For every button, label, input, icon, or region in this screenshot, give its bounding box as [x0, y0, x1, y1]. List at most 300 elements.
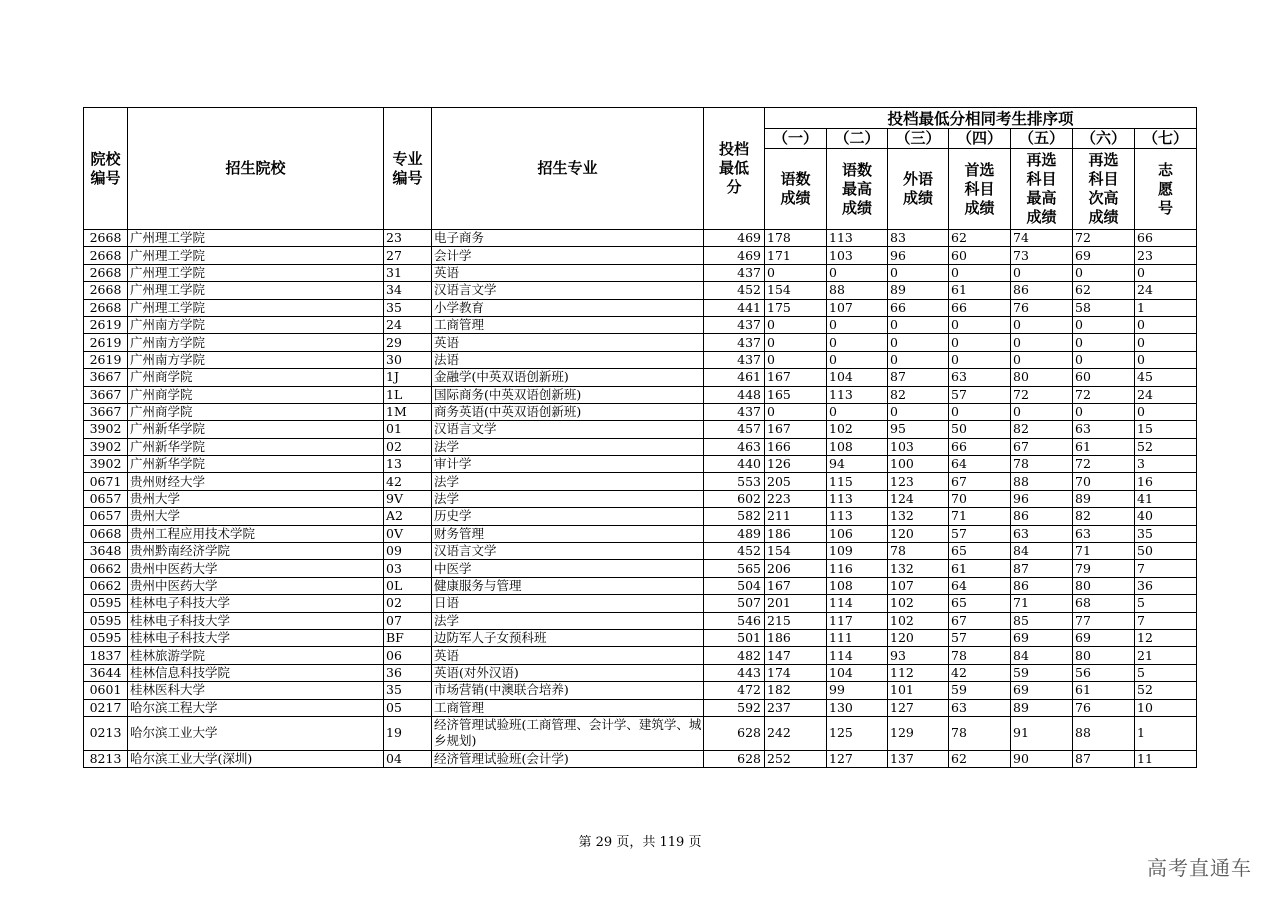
cell-first-subject: 67: [949, 612, 1011, 629]
cell-school-name: 桂林旅游学院: [128, 647, 384, 664]
cell-chinese-math-max: 94: [827, 456, 888, 473]
cell-major-name: 汉语言文学: [432, 421, 704, 438]
cell-elective-max: 86: [1011, 282, 1073, 299]
cell-preference-number: 0: [1135, 351, 1197, 368]
table-row: [84, 490, 1197, 507]
cell-min-score: 452: [704, 282, 765, 299]
cell-school-code: 0668: [84, 525, 128, 542]
footer-suffix: 页: [688, 835, 702, 850]
cell-first-subject: 0: [949, 403, 1011, 420]
cell-chinese-math: 167: [765, 421, 827, 438]
cell-preference-number: 0: [1135, 316, 1197, 333]
cell-chinese-math-max: 127: [827, 750, 888, 767]
cell-school-name: 贵州中医药大学: [128, 560, 384, 577]
cell-major-name: 汉语言文学: [432, 282, 704, 299]
cell-foreign-language: 129: [888, 716, 949, 750]
cell-chinese-math-max: 0: [827, 264, 888, 281]
cell-school-code: 2668: [84, 264, 128, 281]
cell-elective-max: 59: [1011, 664, 1073, 681]
cell-chinese-math: 242: [765, 716, 827, 750]
cell-elective-max: 71: [1011, 595, 1073, 612]
cell-chinese-math: 167: [765, 577, 827, 594]
cell-foreign-language: 78: [888, 543, 949, 560]
cell-elective-second: 62: [1073, 282, 1135, 299]
cell-school-name: 广州南方学院: [128, 334, 384, 351]
cell-min-score: 463: [704, 438, 765, 455]
cell-min-score: 592: [704, 699, 765, 716]
cell-foreign-language: 112: [888, 664, 949, 681]
cell-elective-second: 0: [1073, 403, 1135, 420]
cell-preference-number: 40: [1135, 508, 1197, 525]
cell-first-subject: 70: [949, 490, 1011, 507]
cell-first-subject: 78: [949, 716, 1011, 750]
cell-major-name: 法语: [432, 351, 704, 368]
cell-preference-number: 7: [1135, 612, 1197, 629]
cell-elective-second: 0: [1073, 334, 1135, 351]
cell-major-code: 05: [384, 699, 432, 716]
cell-foreign-language: 124: [888, 490, 949, 507]
cell-min-score: 457: [704, 421, 765, 438]
cell-first-subject: 66: [949, 438, 1011, 455]
cell-school-name: 桂林医科大学: [128, 682, 384, 699]
cell-chinese-math: 178: [765, 230, 827, 247]
cell-major-code: 04: [384, 750, 432, 767]
cell-elective-second: 72: [1073, 456, 1135, 473]
cell-chinese-math: 201: [765, 595, 827, 612]
cell-school-code: 3648: [84, 543, 128, 560]
cell-chinese-math-max: 108: [827, 438, 888, 455]
cell-min-score: 469: [704, 230, 765, 247]
cell-foreign-language: 66: [888, 299, 949, 316]
cell-min-score: 437: [704, 264, 765, 281]
cell-major-name: 市场营销(中澳联合培养): [432, 682, 704, 699]
footer-prefix: 第: [578, 835, 592, 850]
cell-school-code: 2668: [84, 247, 128, 264]
cell-foreign-language: 120: [888, 629, 949, 646]
header-major-name: 招生专业: [432, 108, 704, 230]
cell-school-code: 0213: [84, 716, 128, 750]
cell-school-code: 0595: [84, 629, 128, 646]
table-row: [84, 682, 1197, 699]
cell-preference-number: 1: [1135, 716, 1197, 750]
cell-first-subject: 61: [949, 282, 1011, 299]
cell-min-score: 482: [704, 647, 765, 664]
cell-preference-number: 0: [1135, 334, 1197, 351]
cell-school-name: 贵州中医药大学: [128, 577, 384, 594]
cell-foreign-language: 96: [888, 247, 949, 264]
cell-elective-second: 56: [1073, 664, 1135, 681]
cell-chinese-math-max: 113: [827, 386, 888, 403]
cell-min-score: 628: [704, 750, 765, 767]
cell-foreign-language: 127: [888, 699, 949, 716]
cell-elective-second: 0: [1073, 264, 1135, 281]
cell-first-subject: 60: [949, 247, 1011, 264]
cell-foreign-language: 102: [888, 595, 949, 612]
cell-school-name: 广州新华学院: [128, 438, 384, 455]
cell-min-score: 441: [704, 299, 765, 316]
cell-chinese-math-max: 116: [827, 560, 888, 577]
cell-elective-max: 73: [1011, 247, 1073, 264]
cell-major-code: 19: [384, 716, 432, 750]
cell-first-subject: 59: [949, 682, 1011, 699]
header-tie-break-item: 再选 科目 次高 成绩: [1073, 149, 1135, 230]
cell-major-code: 35: [384, 682, 432, 699]
table-row: [84, 438, 1197, 455]
cell-min-score: 553: [704, 473, 765, 490]
cell-chinese-math: 215: [765, 612, 827, 629]
cell-chinese-math-max: 113: [827, 508, 888, 525]
cell-min-score: 472: [704, 682, 765, 699]
cell-school-name: 广州理工学院: [128, 264, 384, 281]
cell-preference-number: 52: [1135, 682, 1197, 699]
cell-foreign-language: 120: [888, 525, 949, 542]
cell-chinese-math: 223: [765, 490, 827, 507]
cell-min-score: 602: [704, 490, 765, 507]
cell-school-name: 桂林信息科技学院: [128, 664, 384, 681]
cell-elective-max: 0: [1011, 316, 1073, 333]
cell-min-score: 501: [704, 629, 765, 646]
cell-school-code: 2668: [84, 282, 128, 299]
cell-first-subject: 61: [949, 560, 1011, 577]
cell-elective-second: 80: [1073, 577, 1135, 594]
cell-foreign-language: 100: [888, 456, 949, 473]
cell-elective-second: 0: [1073, 351, 1135, 368]
cell-elective-second: 61: [1073, 438, 1135, 455]
cell-major-code: 13: [384, 456, 432, 473]
cell-school-name: 广州新华学院: [128, 421, 384, 438]
cell-preference-number: 16: [1135, 473, 1197, 490]
cell-chinese-math: 0: [765, 316, 827, 333]
cell-min-score: 452: [704, 543, 765, 560]
cell-min-score: 489: [704, 525, 765, 542]
cell-major-name: 健康服务与管理: [432, 577, 704, 594]
cell-school-code: 2619: [84, 316, 128, 333]
cell-first-subject: 67: [949, 473, 1011, 490]
cell-chinese-math: 175: [765, 299, 827, 316]
cell-major-name: 金融学(中英双语创新班): [432, 369, 704, 386]
header-tie-break-group: 投档最低分相同考生排序项: [765, 108, 1197, 129]
cell-school-name: 广州理工学院: [128, 247, 384, 264]
cell-major-code: 09: [384, 543, 432, 560]
cell-major-name: 中医学: [432, 560, 704, 577]
cell-elective-second: 0: [1073, 316, 1135, 333]
cell-elective-second: 79: [1073, 560, 1135, 577]
header-min-score: 投档 最低 分: [704, 108, 765, 230]
cell-school-name: 哈尔滨工业大学: [128, 716, 384, 750]
cell-chinese-math: 186: [765, 629, 827, 646]
cell-foreign-language: 87: [888, 369, 949, 386]
cell-chinese-math: 186: [765, 525, 827, 542]
table-row: [84, 282, 1197, 299]
cell-school-name: 桂林电子科技大学: [128, 612, 384, 629]
cell-school-code: 3902: [84, 438, 128, 455]
cell-chinese-math: 205: [765, 473, 827, 490]
cell-school-code: 3667: [84, 386, 128, 403]
cell-elective-second: 63: [1073, 421, 1135, 438]
cell-elective-second: 72: [1073, 386, 1135, 403]
cell-foreign-language: 0: [888, 334, 949, 351]
watermark-text: 高考直通车: [1147, 856, 1252, 880]
cell-elective-second: 58: [1073, 299, 1135, 316]
table-row: [84, 316, 1197, 333]
table-row: [84, 386, 1197, 403]
cell-major-code: BF: [384, 629, 432, 646]
cell-preference-number: 5: [1135, 595, 1197, 612]
cell-elective-second: 76: [1073, 699, 1135, 716]
cell-school-code: 0601: [84, 682, 128, 699]
cell-preference-number: 10: [1135, 699, 1197, 716]
table-row: [84, 647, 1197, 664]
page-footer: [0, 831, 1280, 850]
cell-chinese-math: 0: [765, 264, 827, 281]
table-row: [84, 577, 1197, 594]
table-row: [84, 525, 1197, 542]
cell-chinese-math-max: 111: [827, 629, 888, 646]
cell-preference-number: 21: [1135, 647, 1197, 664]
admission-score-table: [83, 107, 1197, 768]
cell-major-name: 历史学: [432, 508, 704, 525]
cell-school-name: 广州南方学院: [128, 351, 384, 368]
cell-foreign-language: 103: [888, 438, 949, 455]
cell-foreign-language: 123: [888, 473, 949, 490]
cell-first-subject: 78: [949, 647, 1011, 664]
cell-school-name: 广州理工学院: [128, 282, 384, 299]
cell-preference-number: 66: [1135, 230, 1197, 247]
cell-chinese-math-max: 130: [827, 699, 888, 716]
table-row: [84, 421, 1197, 438]
cell-chinese-math-max: 88: [827, 282, 888, 299]
cell-chinese-math-max: 0: [827, 316, 888, 333]
cell-chinese-math: 154: [765, 282, 827, 299]
cell-major-code: 27: [384, 247, 432, 264]
cell-first-subject: 63: [949, 699, 1011, 716]
cell-elective-second: 63: [1073, 525, 1135, 542]
cell-elective-max: 69: [1011, 629, 1073, 646]
cell-chinese-math: 211: [765, 508, 827, 525]
cell-chinese-math-max: 0: [827, 403, 888, 420]
cell-major-code: 06: [384, 647, 432, 664]
cell-chinese-math: 174: [765, 664, 827, 681]
cell-chinese-math-max: 108: [827, 577, 888, 594]
cell-school-code: 3667: [84, 403, 128, 420]
header-school-name: 招生院校: [128, 108, 384, 230]
cell-major-code: A2: [384, 508, 432, 525]
cell-chinese-math-max: 125: [827, 716, 888, 750]
cell-first-subject: 66: [949, 299, 1011, 316]
cell-chinese-math-max: 103: [827, 247, 888, 264]
cell-school-name: 哈尔滨工程大学: [128, 699, 384, 716]
cell-chinese-math-max: 115: [827, 473, 888, 490]
cell-elective-max: 72: [1011, 386, 1073, 403]
table-row: [84, 595, 1197, 612]
table-row: [84, 612, 1197, 629]
cell-elective-max: 80: [1011, 369, 1073, 386]
cell-major-code: 24: [384, 316, 432, 333]
header-tie-break-index: （三）: [888, 129, 949, 149]
header-tie-break-index: （七）: [1135, 129, 1197, 149]
cell-elective-max: 0: [1011, 264, 1073, 281]
cell-school-code: 0657: [84, 508, 128, 525]
cell-preference-number: 11: [1135, 750, 1197, 767]
cell-school-name: 广州新华学院: [128, 456, 384, 473]
cell-chinese-math-max: 0: [827, 351, 888, 368]
cell-chinese-math-max: 114: [827, 595, 888, 612]
header-tie-break-index: （六）: [1073, 129, 1135, 149]
cell-preference-number: 23: [1135, 247, 1197, 264]
cell-elective-max: 84: [1011, 647, 1073, 664]
table-row: [84, 716, 1197, 750]
cell-foreign-language: 107: [888, 577, 949, 594]
cell-preference-number: 0: [1135, 403, 1197, 420]
cell-major-code: 30: [384, 351, 432, 368]
cell-foreign-language: 95: [888, 421, 949, 438]
cell-elective-max: 84: [1011, 543, 1073, 560]
table-row: [84, 543, 1197, 560]
cell-chinese-math-max: 104: [827, 664, 888, 681]
cell-foreign-language: 83: [888, 230, 949, 247]
cell-school-name: 广州南方学院: [128, 316, 384, 333]
cell-elective-max: 63: [1011, 525, 1073, 542]
cell-elective-second: 77: [1073, 612, 1135, 629]
cell-elective-max: 69: [1011, 682, 1073, 699]
cell-chinese-math-max: 117: [827, 612, 888, 629]
header-tie-break-item: 首选 科目 成绩: [949, 149, 1011, 230]
cell-foreign-language: 0: [888, 403, 949, 420]
cell-foreign-language: 0: [888, 264, 949, 281]
cell-major-name: 英语: [432, 264, 704, 281]
cell-chinese-math: 154: [765, 543, 827, 560]
cell-min-score: 437: [704, 403, 765, 420]
cell-school-name: 贵州大学: [128, 490, 384, 507]
cell-chinese-math: 237: [765, 699, 827, 716]
cell-major-name: 财务管理: [432, 525, 704, 542]
cell-elective-second: 89: [1073, 490, 1135, 507]
cell-elective-second: 80: [1073, 647, 1135, 664]
cell-first-subject: 64: [949, 577, 1011, 594]
cell-elective-second: 69: [1073, 629, 1135, 646]
cell-major-code: 36: [384, 664, 432, 681]
cell-major-code: 03: [384, 560, 432, 577]
cell-min-score: 546: [704, 612, 765, 629]
cell-preference-number: 0: [1135, 264, 1197, 281]
cell-school-name: 桂林电子科技大学: [128, 595, 384, 612]
footer-middle: 页，共: [616, 835, 656, 850]
cell-chinese-math-max: 113: [827, 230, 888, 247]
cell-foreign-language: 93: [888, 647, 949, 664]
cell-chinese-math: 166: [765, 438, 827, 455]
cell-major-code: 35: [384, 299, 432, 316]
cell-preference-number: 15: [1135, 421, 1197, 438]
cell-school-code: 3644: [84, 664, 128, 681]
table-row: [84, 264, 1197, 281]
cell-min-score: 448: [704, 386, 765, 403]
cell-major-name: 电子商务: [432, 230, 704, 247]
cell-elective-max: 88: [1011, 473, 1073, 490]
cell-min-score: 437: [704, 316, 765, 333]
cell-elective-max: 0: [1011, 351, 1073, 368]
cell-school-code: 0671: [84, 473, 128, 490]
table-row: [84, 699, 1197, 716]
cell-foreign-language: 132: [888, 560, 949, 577]
cell-first-subject: 62: [949, 230, 1011, 247]
cell-major-code: 07: [384, 612, 432, 629]
cell-school-code: 2619: [84, 334, 128, 351]
header-school-code: 院校 编号: [84, 108, 128, 230]
cell-elective-second: 61: [1073, 682, 1135, 699]
table-row: [84, 403, 1197, 420]
cell-elective-second: 87: [1073, 750, 1135, 767]
cell-first-subject: 0: [949, 264, 1011, 281]
cell-major-name: 经济管理试验班(会计学): [432, 750, 704, 767]
cell-elective-second: 68: [1073, 595, 1135, 612]
cell-major-name: 会计学: [432, 247, 704, 264]
cell-major-name: 法学: [432, 612, 704, 629]
cell-school-name: 贵州财经大学: [128, 473, 384, 490]
header-tie-break-index: （一）: [765, 129, 827, 149]
cell-school-code: 3902: [84, 421, 128, 438]
cell-elective-max: 89: [1011, 699, 1073, 716]
cell-chinese-math: 0: [765, 334, 827, 351]
cell-elective-max: 85: [1011, 612, 1073, 629]
cell-chinese-math-max: 0: [827, 334, 888, 351]
cell-min-score: 582: [704, 508, 765, 525]
cell-major-code: 1M: [384, 403, 432, 420]
cell-school-name: 广州理工学院: [128, 299, 384, 316]
cell-elective-max: 74: [1011, 230, 1073, 247]
cell-first-subject: 64: [949, 456, 1011, 473]
header-tie-break-item: 语数 最高 成绩: [827, 149, 888, 230]
cell-major-name: 商务英语(中英双语创新班): [432, 403, 704, 420]
table-row: [84, 750, 1197, 767]
cell-first-subject: 57: [949, 525, 1011, 542]
cell-preference-number: 1: [1135, 299, 1197, 316]
cell-preference-number: 45: [1135, 369, 1197, 386]
cell-major-name: 工商管理: [432, 699, 704, 716]
cell-min-score: 437: [704, 334, 765, 351]
cell-elective-max: 78: [1011, 456, 1073, 473]
cell-school-code: 0595: [84, 612, 128, 629]
cell-major-name: 经济管理试验班(工商管理、会计学、建筑学、城乡规划): [432, 716, 704, 750]
cell-chinese-math: 206: [765, 560, 827, 577]
cell-major-code: 02: [384, 595, 432, 612]
cell-preference-number: 35: [1135, 525, 1197, 542]
cell-school-code: 8213: [84, 750, 128, 767]
cell-chinese-math: 167: [765, 369, 827, 386]
cell-major-code: 34: [384, 282, 432, 299]
cell-chinese-math: 182: [765, 682, 827, 699]
cell-school-code: 3902: [84, 456, 128, 473]
table-row: [84, 334, 1197, 351]
table-row: [84, 629, 1197, 646]
cell-major-name: 英语(对外汉语): [432, 664, 704, 681]
cell-first-subject: 63: [949, 369, 1011, 386]
cell-elective-second: 60: [1073, 369, 1135, 386]
cell-chinese-math-max: 104: [827, 369, 888, 386]
cell-major-name: 小学教育: [432, 299, 704, 316]
cell-preference-number: 50: [1135, 543, 1197, 560]
table-row: [84, 369, 1197, 386]
cell-first-subject: 42: [949, 664, 1011, 681]
cell-major-code: 29: [384, 334, 432, 351]
header-tie-break-index: （二）: [827, 129, 888, 149]
header-major-code: 专业 编号: [384, 108, 432, 230]
cell-chinese-math: 0: [765, 403, 827, 420]
cell-elective-max: 82: [1011, 421, 1073, 438]
cell-major-code: 23: [384, 230, 432, 247]
cell-major-name: 审计学: [432, 456, 704, 473]
cell-major-code: 0L: [384, 577, 432, 594]
cell-preference-number: 7: [1135, 560, 1197, 577]
